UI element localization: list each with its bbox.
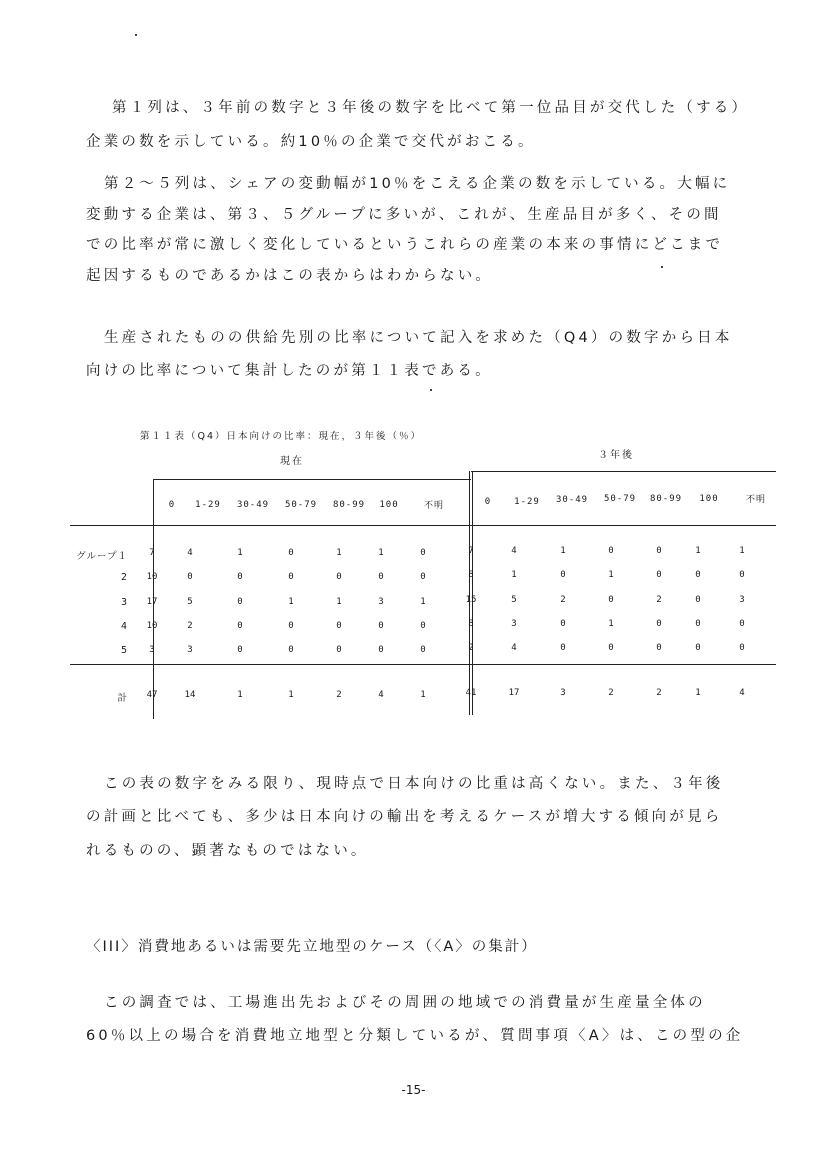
col-header: 50-79	[603, 494, 637, 504]
paragraph-line: 〈III〉消費地あるいは需要先立地型のケース（〈A〉の集計）	[86, 939, 538, 955]
table-cell-current: 0	[420, 548, 426, 558]
table-cell-future: 8	[468, 619, 474, 629]
table-cell-current: 0	[288, 645, 294, 655]
table-cell-future: 0	[739, 619, 745, 629]
total-cell-current: 14	[184, 690, 196, 700]
group-header-current: 現在	[280, 456, 304, 467]
paragraph-line: 起因するものであるかはこの表からはわからない。	[86, 268, 494, 284]
paragraph-line: 向けの比率について集計したのが第１１表である。	[86, 363, 493, 379]
table-cell-current: 0	[288, 572, 294, 582]
table-cell-current: 0	[237, 621, 243, 631]
table-cell-current: 1	[336, 548, 342, 558]
table-rule-divider-b	[472, 471, 473, 715]
table-cell-current: 10	[146, 572, 158, 582]
col-header: 不明	[745, 495, 766, 505]
col-header: 100	[379, 500, 399, 510]
table-cell-current: 3	[149, 645, 155, 655]
table-cell-current: 7	[149, 548, 155, 558]
group-header-future: ３年後	[598, 450, 634, 461]
paragraph-line: の計画と比べても、多少は日本向けの輸出を考えるケースが増大する傾向が見ら	[86, 809, 723, 825]
col-header: 50-79	[284, 500, 318, 510]
table-cell-future: 1	[608, 619, 614, 629]
table-cell-future: 4	[511, 643, 517, 653]
table-cell-future: 0	[656, 619, 662, 629]
table-cell-future: 0	[739, 570, 745, 580]
table-cell-future: 1	[695, 546, 701, 556]
paragraph-line: 企業の数を示している。約10％の企業で交代がおこる。	[86, 134, 536, 150]
total-cell-current: 4	[378, 690, 384, 700]
table-cell-future: 0	[739, 643, 745, 653]
total-cell-future: 41	[465, 688, 477, 698]
table-cell-future: 0	[656, 643, 662, 653]
col-header: 80-99	[649, 494, 683, 504]
table-rule-top-future	[471, 471, 776, 472]
table-cell-current: 1	[336, 597, 342, 607]
table-cell-current: 4	[187, 548, 193, 558]
table-rule-body-bottom	[70, 664, 776, 665]
paragraph-line: 生産されたものの供給先別の比率について記入を求めた（Q4）の数字から日本	[104, 330, 733, 346]
table-cell-current: 2	[187, 621, 193, 631]
table-cell-current: 0	[420, 621, 426, 631]
row-label: 2	[120, 572, 128, 583]
table-cell-current: 3	[378, 597, 384, 607]
table-cell-current: 0	[378, 572, 384, 582]
table-cell-current: 1	[237, 548, 243, 558]
table-cell-future: 0	[608, 595, 614, 605]
total-cell-future: 2	[608, 688, 614, 698]
table-cell-future: 0	[560, 643, 566, 653]
table-cell-current: 0	[336, 572, 342, 582]
table-cell-future: 1	[560, 546, 566, 556]
table-cell-current: 0	[336, 621, 342, 631]
table-cell-future: 5	[511, 595, 517, 605]
table-caption: 第１１表（Q4）日本向けの比率：現在，３年後（％）	[140, 431, 423, 442]
table-rule-top-current	[153, 479, 471, 480]
scan-speck	[430, 389, 432, 391]
table-cell-future: 0	[608, 546, 614, 556]
table-cell-future: 0	[560, 570, 566, 580]
table-cell-future: 8	[468, 570, 474, 580]
table-cell-current: 0	[378, 645, 384, 655]
table-cell-current: 1	[378, 548, 384, 558]
row-label: 4	[120, 621, 128, 632]
table-cell-future: 0	[695, 643, 701, 653]
table-cell-future: 1	[739, 546, 745, 556]
table-cell-future: 0	[695, 619, 701, 629]
page-number: -15-	[401, 1083, 426, 1097]
table-cell-future: 0	[560, 619, 566, 629]
row-label: グループ１	[76, 551, 128, 562]
table-cell-future: 15	[465, 595, 477, 605]
table-cell-future: 0	[656, 570, 662, 580]
paragraph-line: 60％以上の場合を消費地立地型と分類しているが、質問事項〈A〉は、この型の企	[86, 1028, 744, 1044]
table-cell-future: 3	[511, 619, 517, 629]
table-cell-future: 0	[656, 546, 662, 556]
table-cell-current: 1	[420, 597, 426, 607]
table-rule-divider-a	[469, 471, 470, 715]
table-cell-future: 2	[560, 595, 566, 605]
table-cell-current: 10	[146, 621, 158, 631]
scan-speck	[661, 266, 663, 268]
paragraph-line: での比率が常に激しく変化しているというこれらの産業の本来の事情にどこまで	[86, 237, 724, 253]
table-cell-current: 0	[420, 645, 426, 655]
table-cell-current: 0	[288, 548, 294, 558]
total-cell-future: 17	[508, 688, 520, 698]
table-cell-current: 0	[420, 572, 426, 582]
row-label: 5	[120, 645, 128, 656]
col-header: 0	[168, 500, 176, 510]
total-cell-future: 3	[560, 688, 566, 698]
total-cell-current: 47	[146, 690, 158, 700]
paragraph-line: 第１列は、３年前の数字と３年後の数字を比べて第一位品目が交代した（する）	[112, 100, 750, 116]
total-cell-current: 2	[336, 690, 342, 700]
total-cell-current: 1	[288, 690, 294, 700]
total-cell-future: 4	[739, 688, 745, 698]
table-cell-future: 2	[656, 595, 662, 605]
col-header: 100	[699, 494, 719, 504]
table-cell-current: 0	[237, 572, 243, 582]
table-cell-current: 0	[237, 645, 243, 655]
table-cell-future: 3	[739, 595, 745, 605]
row-label: 3	[120, 597, 128, 608]
table-cell-current: 3	[187, 645, 193, 655]
total-cell-future: 2	[656, 688, 662, 698]
table-cell-current: 5	[187, 597, 193, 607]
paragraph-line: 第２～５列は、シェアの変動幅が10％をこえる企業の数を示している。大幅に	[104, 176, 731, 192]
table-cell-future: 0	[695, 570, 701, 580]
table-cell-future: 7	[468, 546, 474, 556]
paragraph-line: この表の数字をみる限り、現時点で日本向けの比重は高くない。また、３年後	[104, 776, 724, 792]
total-cell-current: 1	[420, 690, 426, 700]
paragraph-line: この調査では、工場進出先およびその周囲の地域での消費量が生産量全体の	[104, 995, 706, 1011]
paragraph-line: れるものの、顕著なものではない。	[86, 843, 369, 859]
table-cell-current: 0	[187, 572, 193, 582]
col-header: 0	[484, 497, 492, 507]
table-cell-current: 0	[336, 645, 342, 655]
col-header: 不明	[423, 501, 444, 511]
col-header: 80-99	[332, 500, 366, 510]
table-cell-current: 17	[146, 597, 158, 607]
table-cell-current: 0	[237, 597, 243, 607]
total-cell-future: 1	[695, 688, 701, 698]
total-label: 計	[117, 693, 128, 704]
col-header: 30-49	[555, 495, 589, 505]
col-header: 30-49	[236, 500, 270, 510]
table-cell-future: 1	[608, 570, 614, 580]
table-cell-future: 4	[511, 546, 517, 556]
col-header: 1-29	[514, 497, 540, 507]
total-cell-current: 1	[237, 690, 243, 700]
table-cell-future: 1	[511, 570, 517, 580]
table-cell-current: 1	[288, 597, 294, 607]
table-cell-future: 2	[468, 643, 474, 653]
table-cell-current: 0	[288, 621, 294, 631]
col-header: 1-29	[195, 500, 221, 510]
table-cell-current: 0	[378, 621, 384, 631]
table-cell-future: 0	[608, 643, 614, 653]
paragraph-line: 変動する企業は、第３、５グループに多いが、これが、生産品目が多く、その間	[86, 207, 722, 223]
scan-speck	[135, 34, 137, 36]
table-rule-header-bottom	[70, 525, 776, 526]
table-cell-future: 0	[695, 595, 701, 605]
